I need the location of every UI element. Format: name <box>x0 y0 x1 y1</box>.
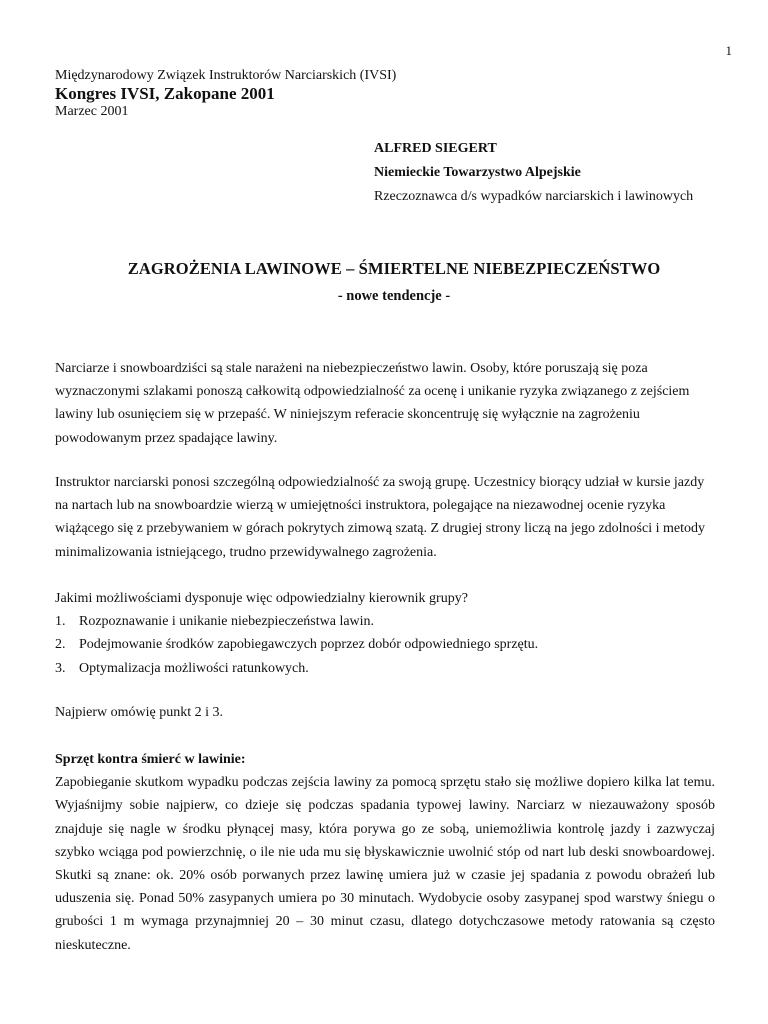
instructor-paragraph: Instruktor narciarski ponosi szczególną odpowiedzialność za swoją grupę. Uczestnicy biorący udział w kursie jazdy na nartach lub na snowboardzie wierzą w umiejętności instruktora, polegające na niezawodnej ocenie ryzyka wiążącego się z przebywaniem w górach pokrytych zimową szatą. Z drugiej strony liczą na jego zdolności i metody minimalizowania istniejącego, trudno przewidywalnego zagrożenia. <box>55 475 705 560</box>
section-heading: Sprzęt kontra śmierć w lawinie: <box>55 752 246 767</box>
list-item-number: 3. <box>55 660 66 676</box>
list-item-number: 2. <box>55 637 66 653</box>
list-item <box>55 657 715 680</box>
question-block <box>55 587 715 680</box>
intro-paragraph: Narciarze i snowboardziści są stale narażeni na niebezpieczeństwo lawin. Osoby, które poruszają się poza wyznaczonymi szlakami ponoszą całkowitą odpowiedzialność za ocenę i unikanie ryzyka związanego z zejściem lawiny lub osunięciem się w przepaść. W niniejszym referacie skoncentruję się wyłącznie na zagrożeniu powodowanym przez spadające lawiny. <box>55 361 690 446</box>
author-block <box>374 141 693 213</box>
author-role: Rzeczoznawca d/s wypadków narciarskich i lawinowych <box>374 189 694 204</box>
document-subtitle: - nowe tendencje - <box>337 288 451 304</box>
section-body: Zapobieganie skutkom wypadku podczas zejścia lawiny za pomocą sprzętu stało się możliwe dopiero kilka lat temu. Wyjaśnijmy sobie najpierw, co dzieje się podczas spadania typowej lawiny. Narciarz w niezauważony sposób znajduje się nagle w środku płynącej masy, która porywa go ze sobą, uniemożliwia kontrolę jazdy i zazwyczaj szybko wciąga pod powierzchnię, o ile nie uda mu się błyskawicznie uwolnić stóp od nart lub deski snowboardowej. Skutki są znane: ok. 20% osób porwanych przez lawinę umiera już w czasie jej spadania z powodu obrażeń lub uduszenia się. Ponad 50% zasypanych umiera po 30 minutach. Wydobycie osoby zasypanej spod warstwy śniegu o grubości 1 m wymaga przynajmniej 20 – 30 minut czasu, dlatego dotychczasowe metody ratowania są często nieskuteczne. <box>55 775 715 953</box>
list-item <box>55 633 715 656</box>
list-item <box>55 610 715 633</box>
congress-title: Kongres IVSI, Zakopane 2001 <box>55 84 275 103</box>
question-paragraph: Jakimi możliwościami dysponuje więc odpowiedzialny kierownik grupy? <box>55 591 468 606</box>
author-society: Niemieckie Towarzystwo Alpejskie <box>374 165 581 180</box>
author-name: ALFRED SIEGERT <box>374 141 497 156</box>
list-item-text: Podejmowanie środków zapobiegawczych poprzez dobór odpowiedniego sprzętu. <box>79 637 539 653</box>
list-item-number: 1. <box>55 614 66 630</box>
document-header <box>55 68 396 120</box>
list-item-text: Optymalizacja możliwości ratunkowych. <box>79 660 309 676</box>
document-title: ZAGROŻENIA LAWINOWE – ŚMIERTELNE NIEBEZPIECZEŃSTWO <box>127 259 661 278</box>
first-points-paragraph: Najpierw omówię punkt 2 i 3. <box>55 705 223 720</box>
organization-name: Międzynarodowy Związek Instruktorów Narciarskich (IVSI) <box>55 68 397 83</box>
document-date: Marzec 2001 <box>55 104 129 119</box>
equipment-section <box>55 748 715 957</box>
list-item-text: Rozpoznawanie i unikanie niebezpieczeństwa lawin. <box>79 614 375 630</box>
page-number: 1 <box>725 43 732 58</box>
options-list <box>55 610 715 680</box>
